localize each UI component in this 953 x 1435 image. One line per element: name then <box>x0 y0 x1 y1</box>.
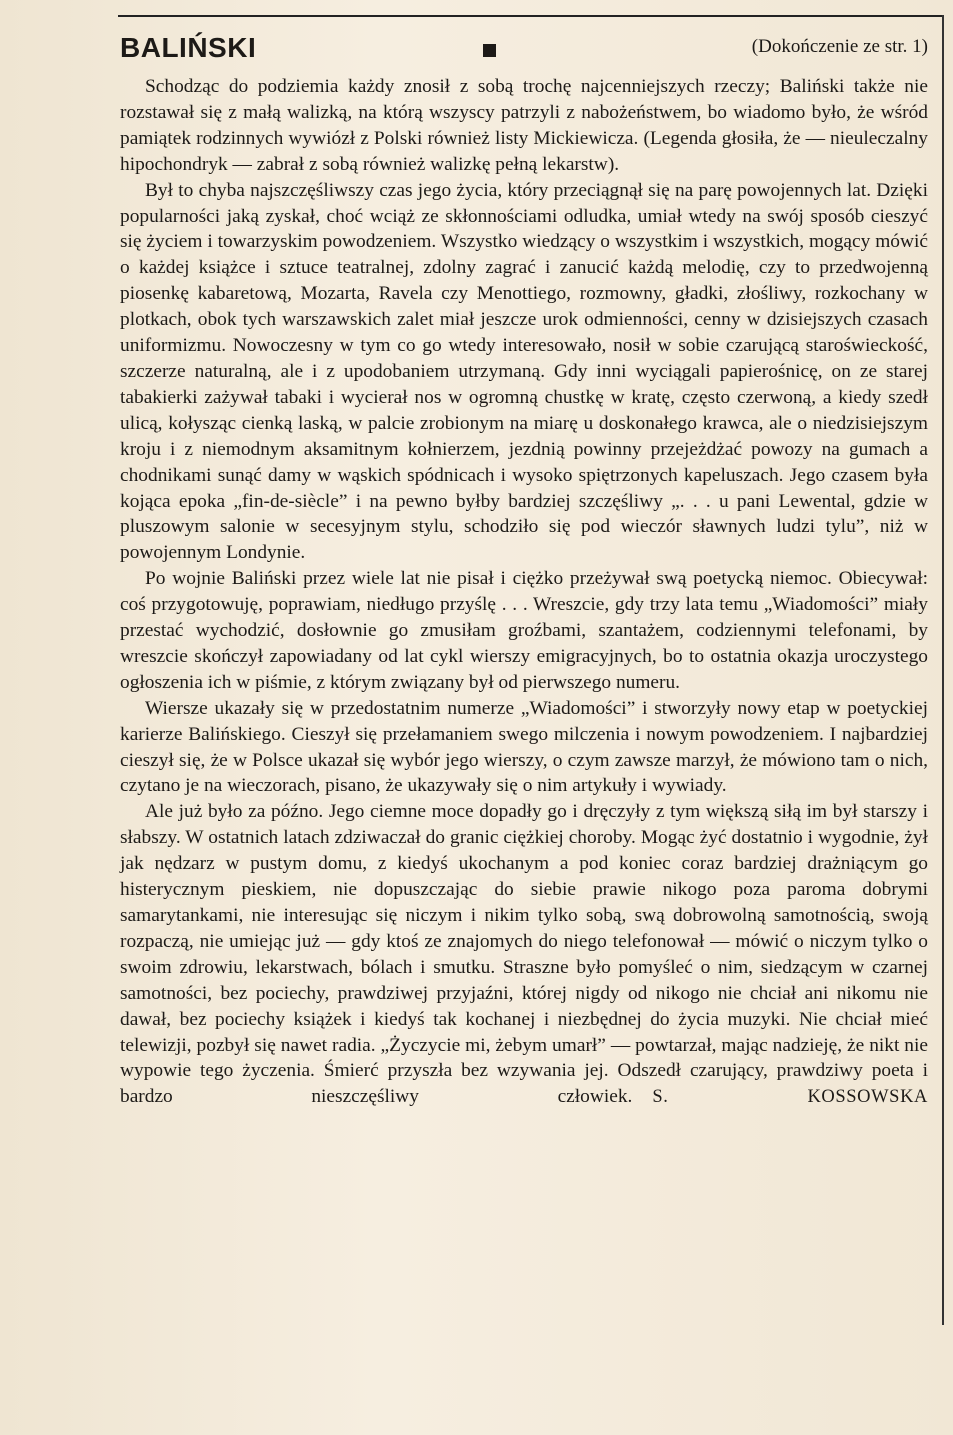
top-rule <box>118 15 944 17</box>
paragraph-3: Po wojnie Baliński przez wiele lat nie pisał i ciężko przeżywał swą poetycką niemoc. Obiecywał: coś przygotowuję, poprawiam, niedługo przyślę . . . Wreszcie, gdy trzy lata temu „Wiadomości” miały przestać wychodzić, dosłownie go zmusiłam groźbami, szantażem, codziennymi telefonami, by wreszcie skończył zapowiadany od lat cykl wierszy emigracyjnych, bo to ostatnia okazja uroczystego ogłoszenia ich w piśmie, z którym związany był od pierwszego numeru. <box>120 568 928 693</box>
right-rule <box>942 15 944 1325</box>
paragraph-1: Schodząc do podziemia każdy znosił z sobą trochę najcenniejszych rzeczy; Baliński także nie rozstawał się z małą walizką, na którą wszyscy patrzyli z nabożeństwem, bo wiadomo było, że wśród pamiątek rodzinnych wywiózł z Polski również listy Mickiewicza. (Legenda głosiła, że — nieuleczalny hipochondryk — zabrał z sobą również walizkę pełną lekarstw). <box>120 76 928 175</box>
paragraph-4: Wiersze ukazały się w przedostatnim numerze „Wiadomości” i stworzyły nowy etap w poetyckiej karierze Balińskiego. Cieszył się przełamaniem swego milczenia i nowym powodzeniem. I najbardziej cieszył się, że w Polsce ukazał się wybór jego wierszy, o czym zawsze marzył, że mówiono tam o nich, czytano je na wieczorach, pisano, że ukazywały się o nim artykuły i wywiady. <box>120 697 928 797</box>
paragraph-5-text: Ale już było za późno. Jego ciemne moce dopadły go i dręczyły z tym większą siłą im był starszy i słabszy. W ostatnich latach zdziwaczał do granic ciężkiej choroby. Mogąc żyć dostatnio i wygodnie, żył jak nędzarz w pustym domu, z kiedyś ukochanym a pod koniec coraz bardziej drażniącym go histerycznym pieskiem, nie dopuszczając do siebie prawie nikogo poza paroma dobrymi samarytankami, nie interesując się niczym i nikim tylko sobą, swą dobrowolną samotnością, swoją rozpaczą, nie umiejąc już — gdy ktoś ze znajomych do niego telefonował — mówić o niczym tylko o swoim zdrowiu, lekarstwach, bólach i smutku. Straszne było pomyśleć o nim, siedzącym w czarnej samotności, bez pociechy, prawdziwej przyjaźni, której nigdy od nikogo nie chciał ani nikomu nie dawał, bez pociechy książek i kiedyś tak kochanej i niezbędnej do życia muzyki. Nie chciał mieć telewizji, pozbył się nawet radia. „Życzycie mi, żebym umarł” — powtarzał, mając nadzieję, że nikt nie wypowie tego życzenia. Śmierć przyszła bez wzywania jej. Odszedł czarujący, prawdziwy poeta i bardzo nieszczęśliwy człowiek. <box>120 801 928 1108</box>
article-header <box>120 30 928 74</box>
paragraph-5 <box>120 799 928 1111</box>
article-body <box>120 74 928 1111</box>
headline: BALIŃSKI <box>120 32 257 63</box>
square-bullet-icon <box>483 44 496 57</box>
article <box>120 30 928 1111</box>
author-signature: S. KOSSOWSKA <box>652 1087 928 1108</box>
paragraph-2: Był to chyba najszczęśliwszy czas jego życia, który przeciągnął się na parę powojennych lat. Dzięki popularności jaką zyskał, choć wciąż ze skłonnościami odludka, umiał wtedy na swój sposób cieszyć się życiem i towarzyskim powodzeniem. Wszystko wiedzący o wszystkim i wszystkich, mogący mówić o każdej książce i sztuce teatralnej, zdolny zagrać i zanucić każdą melodię, czy to przedwojenną piosenkę kabaretową, Mozarta, Ravela czy Menottiego, rozmowny, gładki, złośliwy, rozkochany w plotkach, obok tych warszawskich zalet miał jeszcze urok odmienności, cenny w dzisiejszych czasach uniformizmu. Nowoczesny w tym co go wtedy interesowało, nosił w sobie czarującą staroświeckość, szczerze naturalną, ale i z upodobaniem utrzymaną. Gdy inni wyciągali papierośnicę, on ze starej tabakierki zażywał tabaki i wycierał nos w ogromną chustkę w kratę, często czerwoną, a kiedy szedł ulicą, kołysząc cienką laską, w palcie zrobionym na miarę u doskonałego krawca, ale o niedzisiejszym kroju i z niemodnym aksamitnym kołnierzem, jezdnią powinny przejeżdżać powozy na gumach a chodnikami sunąć damy w wąskich spódnicach i wysoko spiętrzonych kapeluszach. Jego czasem była kojąca epoka „fin-de-siècle” i na pewno byłby bardziej szczęśliwy „. . . u pani Lewental, gdzie w pluszowym salonie w secesyjnym stylu, schodziło się pod wieczór sławnych ludzi tylu”, niż w powojennym Londynie. <box>120 179 928 564</box>
continued-note: (Dokończenie ze str. 1) <box>751 36 928 57</box>
